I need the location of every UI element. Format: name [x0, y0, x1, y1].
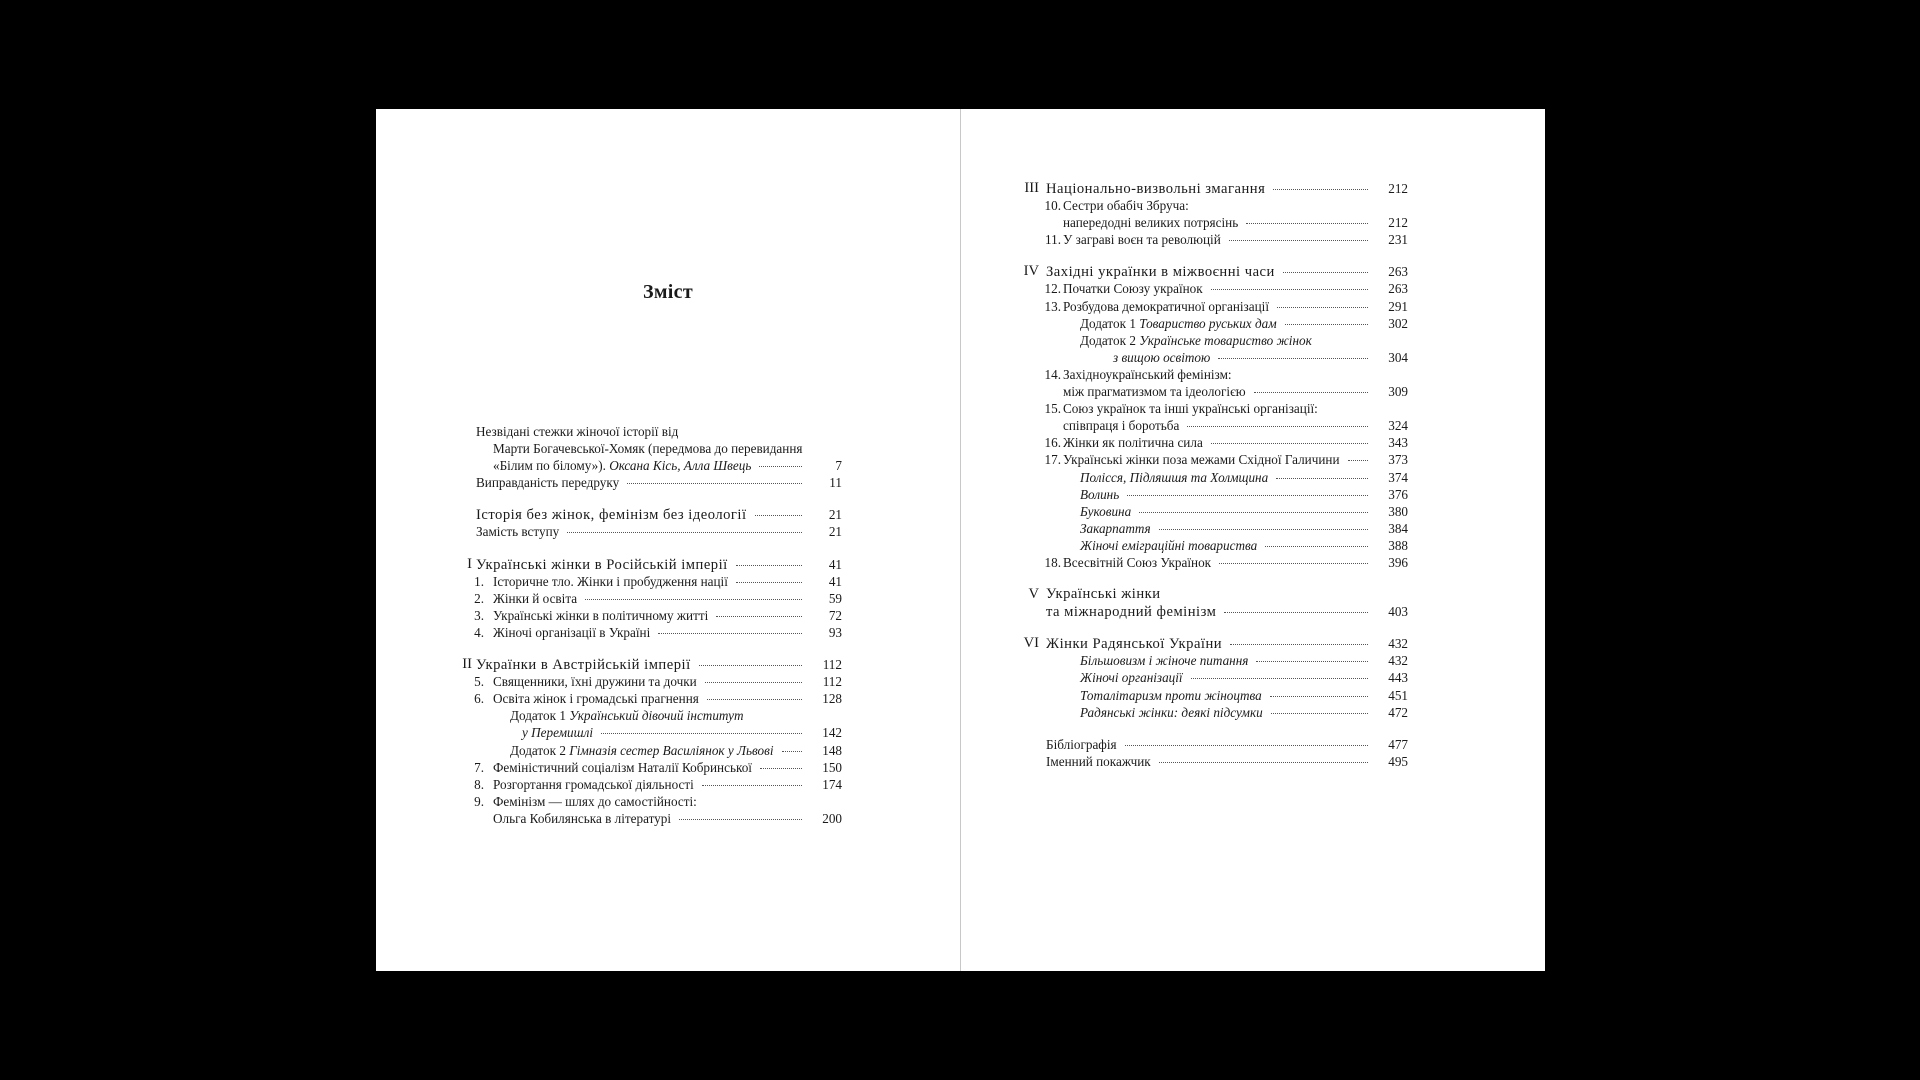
entry-title [1063, 366, 1232, 383]
dot-leader [1224, 612, 1368, 613]
toc-entry [1024, 652, 1408, 669]
page-number: 93 [828, 624, 842, 640]
entry-title-italic: Жіночі організації [1080, 670, 1183, 686]
dot-leader [1246, 223, 1368, 224]
dot-leader [1191, 678, 1368, 679]
dot-leader [601, 733, 802, 734]
toc-entry [1024, 451, 1408, 468]
entry-title [1063, 417, 1179, 434]
entry-title [1080, 486, 1119, 503]
page-number: 174 [822, 776, 842, 792]
entry-title [493, 607, 708, 624]
toc-entry [476, 573, 842, 590]
entry-title-text: Додаток 1 [1080, 315, 1140, 331]
page-number: 495 [1388, 753, 1408, 769]
entry-title [1063, 231, 1221, 248]
entry-title-text: Додаток 2 [1080, 332, 1140, 348]
section-gap [476, 491, 842, 506]
section-gap [1024, 248, 1408, 263]
entry-title-text: «Білим по білому»). [493, 458, 610, 474]
dot-leader [679, 819, 802, 820]
page-number: 41 [828, 573, 842, 589]
toc-entry [476, 742, 842, 759]
entry-number: I [467, 555, 472, 572]
page-number: 324 [1388, 418, 1408, 434]
entry-number: 15. [1044, 401, 1061, 417]
dot-leader [1256, 661, 1368, 662]
entry-title-text: Українські жінки в політичному житті [493, 607, 709, 623]
left-page [376, 109, 960, 971]
entry-title [1080, 704, 1263, 721]
entry-title [1046, 181, 1265, 198]
entry-number: 8. [474, 776, 484, 792]
toc-entry [1024, 469, 1408, 486]
entry-title-italic: Українське товариство жінок [1139, 332, 1312, 348]
page-number: 112 [822, 657, 842, 673]
entry-title [476, 657, 691, 674]
toc-entry [476, 707, 842, 724]
entry-title-text: та міжнародний фемінізм [1046, 604, 1217, 621]
entry-title-text: Замість вступу [476, 524, 560, 540]
entry-title [1080, 520, 1151, 537]
dot-leader [1229, 240, 1368, 241]
entry-title-text: Національно-визвольні змагання [1046, 181, 1266, 197]
entry-title-text: Жінки як політична сила [1063, 435, 1203, 451]
page-number: 380 [1388, 503, 1408, 519]
dot-leader [707, 699, 802, 700]
page-number: 376 [1388, 486, 1408, 502]
dot-leader [658, 633, 802, 634]
page-number: 374 [1388, 469, 1408, 485]
page-number: 384 [1388, 520, 1408, 536]
dot-leader [1271, 713, 1368, 714]
toc-entry [1024, 214, 1408, 231]
section-gap [1024, 721, 1408, 736]
entry-title [1046, 753, 1151, 770]
toc-list-right [1024, 180, 1408, 770]
entry-title [493, 457, 751, 474]
toc-entry [476, 457, 842, 474]
entry-title-text: Союз українок та інші українські організації: [1063, 401, 1318, 417]
entry-title-text: Західноукраїнський фемінізм: [1063, 366, 1232, 382]
dot-leader [1125, 745, 1368, 746]
entry-number: 12. [1044, 281, 1061, 297]
dot-leader [1127, 495, 1368, 496]
toc-entry [1024, 366, 1408, 383]
toc-entry [476, 607, 842, 624]
toc-entry [476, 590, 842, 607]
entry-title-italic: Український дівочий інститут [569, 708, 744, 724]
entry-number: 1. [474, 573, 484, 589]
entry-title-text: Всесвітній Союз Українок [1063, 554, 1212, 570]
dot-leader [782, 751, 802, 752]
entry-title [1063, 383, 1246, 400]
toc-entry [1024, 434, 1408, 451]
entry-title-italic: Буковина [1080, 503, 1132, 519]
entry-title [1046, 736, 1117, 753]
toc-entry [476, 624, 842, 641]
dot-leader [755, 515, 802, 516]
page-number: 432 [1388, 636, 1408, 652]
entry-title [1063, 554, 1211, 571]
entry-number: IV [1023, 263, 1039, 280]
page-number: 142 [822, 725, 842, 741]
toc-entry [1024, 315, 1408, 332]
entry-title-text: Священники, їхні дружини та дочки [493, 674, 697, 690]
entry-number: 18. [1044, 554, 1061, 570]
entry-number: 16. [1044, 435, 1061, 451]
toc-entry [1024, 520, 1408, 537]
dot-leader [1159, 529, 1368, 530]
page-number: 263 [1388, 264, 1408, 280]
page-number: 396 [1388, 554, 1408, 570]
entry-number: III [1024, 180, 1039, 196]
entry-title-text: У заграві воєн та революцій [1063, 232, 1221, 248]
entry-title [1080, 315, 1277, 332]
page-number: 373 [1388, 452, 1408, 468]
toc-entry [1024, 197, 1408, 214]
page-number: 432 [1388, 653, 1408, 669]
entry-title [493, 793, 697, 810]
toc-entry [1024, 687, 1408, 704]
toc-part-heading [1024, 586, 1408, 603]
page-number: 200 [822, 810, 842, 826]
dot-leader [1254, 392, 1368, 393]
entry-title-text: Українки в Австрійській імперії [476, 657, 691, 674]
entry-title-text: Західні українки в міжвоєнні часи [1046, 264, 1275, 281]
entry-title [493, 440, 802, 457]
entry-title [476, 523, 559, 540]
entry-title [1063, 434, 1203, 451]
dot-leader [1139, 512, 1368, 513]
page-number: 41 [828, 556, 842, 572]
entry-title [493, 776, 694, 793]
entry-title-text: Фемінізм — шлях до самостійності: [493, 793, 697, 809]
right-page [961, 109, 1545, 971]
entry-title [1080, 669, 1183, 686]
toc-entry [1024, 503, 1408, 520]
page-number: 148 [822, 742, 842, 758]
entry-title [476, 557, 728, 574]
toc-entry [1024, 332, 1408, 349]
entry-title-text: Марти Богачевської-Хомяк (передмова до перевидання [493, 441, 803, 457]
toc-part-heading [1024, 263, 1408, 280]
page-number: 21 [828, 507, 842, 523]
entry-title-text: Розбудова демократичної організації [1063, 298, 1269, 314]
toc-entry [476, 523, 842, 540]
page-number: 150 [822, 759, 842, 775]
entry-title-text: співпраця і боротьба [1063, 418, 1180, 434]
toc-entry [476, 474, 842, 491]
entry-title [1063, 280, 1203, 297]
entry-number: V [1028, 586, 1039, 603]
page-number: 212 [1388, 215, 1408, 231]
entry-title-text: Іменний покажчик [1046, 753, 1151, 769]
entry-title [1063, 400, 1318, 417]
dot-leader [1187, 426, 1368, 427]
dot-leader [1219, 563, 1368, 564]
dot-leader [1270, 696, 1368, 697]
toc-part-heading [462, 656, 842, 674]
entry-number: 9. [474, 793, 484, 809]
entry-title-text: Жіночі організації в Україні [493, 624, 651, 640]
toc-entry [476, 423, 842, 440]
entry-number: 3. [474, 607, 484, 623]
toc-entry [1024, 554, 1408, 571]
entry-number: 2. [474, 590, 484, 606]
entry-title-text: Початки Союзу українок [1063, 281, 1203, 297]
entry-title [1080, 687, 1262, 704]
entry-title [522, 724, 593, 741]
dot-leader [702, 785, 802, 786]
toc-entry [1024, 669, 1408, 686]
page-number: 212 [1388, 181, 1408, 196]
page-number: 451 [1388, 687, 1408, 703]
toc-list-left [462, 423, 842, 827]
entry-title [1063, 298, 1269, 315]
toc-entry [1024, 486, 1408, 503]
toc-entry [476, 673, 842, 690]
entry-number: 4. [474, 624, 484, 640]
page-number: 11 [829, 475, 842, 491]
entry-title [1080, 537, 1257, 554]
entry-title-text: Виправданість передруку [476, 475, 620, 491]
toc-entry [1024, 383, 1408, 400]
entry-title-text: Історія без жінок, фемінізм без ідеології [476, 507, 747, 524]
entry-title-italic: з вищою освітою [1113, 349, 1211, 365]
page-number: 343 [1388, 435, 1408, 451]
entry-title-text: Українські жінки в Російській імперії [476, 556, 728, 573]
dot-leader [1285, 324, 1368, 325]
page-number: 231 [1388, 232, 1408, 248]
entry-title [476, 474, 619, 491]
page-number: 403 [1388, 604, 1408, 620]
entry-number: 13. [1044, 298, 1061, 314]
page-number: 291 [1388, 298, 1408, 314]
entry-title [1046, 586, 1161, 603]
toc-entry [1024, 736, 1408, 753]
entry-title [1080, 503, 1131, 520]
page-number: 21 [828, 524, 842, 540]
entry-title [1080, 469, 1268, 486]
toc-entry [476, 776, 842, 793]
entry-title [1046, 604, 1216, 621]
entry-title-italic: Полісся, Підляшшя та Холмщина [1080, 469, 1269, 485]
dot-leader [1211, 289, 1368, 290]
page-number: 443 [1388, 670, 1408, 686]
page-number: 59 [828, 590, 842, 606]
dot-leader [1218, 358, 1368, 359]
entry-title [1063, 214, 1238, 231]
entry-title [1063, 197, 1189, 214]
entry-title-text: Жінки й освіта [493, 590, 578, 606]
section-gap [1024, 571, 1408, 586]
toc-part-heading [467, 555, 842, 573]
dot-leader [1348, 460, 1368, 461]
entry-title-text: Додаток 2 [510, 742, 570, 758]
dot-leader [705, 682, 802, 683]
toc-part-heading [1024, 180, 1408, 197]
toc-part-heading [1024, 635, 1408, 652]
entry-title-italic: у Перемишлі [522, 725, 594, 741]
entry-title-italic: Більшовизм і жіноче питання [1080, 653, 1249, 669]
entry-title-italic: Радянські жінки: деякі підсумки [1080, 704, 1263, 720]
dot-leader [759, 466, 802, 467]
entry-number: 11. [1045, 232, 1061, 248]
page-number: 304 [1388, 349, 1408, 365]
dot-leader [585, 599, 802, 600]
page-number: 7 [835, 458, 842, 474]
dot-leader [1273, 189, 1368, 190]
toc-entry [476, 690, 842, 707]
entry-title [510, 742, 774, 759]
entry-title-text: напередодні великих потрясінь [1063, 215, 1239, 231]
toc-entry [476, 810, 842, 827]
dot-leader [1265, 546, 1368, 547]
entry-title [1046, 636, 1222, 653]
entry-number: 6. [474, 691, 484, 707]
dot-leader [1230, 644, 1368, 645]
book-spread [376, 109, 1545, 971]
entry-title [493, 810, 671, 827]
section-gap [476, 641, 842, 656]
entry-title-text: Розгортання громадської діяльності [493, 776, 694, 792]
toc-part-heading [1024, 603, 1408, 620]
entry-title [510, 707, 744, 724]
dot-leader [1211, 443, 1368, 444]
entry-title-italic: Товариство руських дам [1139, 315, 1277, 331]
toc-entry [476, 724, 842, 741]
toc-entry [1024, 349, 1408, 366]
page-number: 309 [1388, 384, 1408, 400]
entry-title-text: Українські жінки поза межами Східної Галичини [1063, 452, 1340, 468]
entry-number: VI [1023, 635, 1039, 652]
dot-leader [699, 665, 802, 666]
entry-title-text: Історичне тло. Жінки і пробудження нації [493, 573, 728, 589]
page-number: 72 [828, 607, 842, 623]
dot-leader [567, 532, 802, 533]
dot-leader [627, 483, 802, 484]
entry-title-text: Жінки Радянської України [1046, 636, 1223, 653]
dot-leader [1283, 272, 1368, 273]
entry-number: 5. [474, 674, 484, 690]
entry-title-text: Феміністичний соціалізм Наталії Кобринської [493, 759, 752, 775]
toc-entry [1024, 280, 1408, 297]
entry-title-text: між прагматизмом та ідеологією [1063, 384, 1246, 400]
toc-title: Зміст [643, 281, 693, 303]
entry-title-text: Освіта жінок і громадські прагнення [493, 691, 699, 707]
toc-entry [1024, 537, 1408, 554]
entry-title-text: Сестри обабіч Збруча: [1063, 198, 1189, 214]
entry-title [1080, 332, 1312, 349]
section-gap [476, 541, 842, 556]
page-number: 302 [1388, 315, 1408, 331]
entry-title-text: Додаток 1 [510, 708, 570, 724]
entry-title-text: Ольга Кобилянська в літературі [493, 810, 672, 826]
entry-title [493, 624, 650, 641]
entry-title [493, 690, 699, 707]
toc-entry [1024, 417, 1408, 434]
entry-title-text: Українські жінки [1046, 586, 1161, 603]
entry-title [476, 423, 678, 440]
entry-title [493, 573, 728, 590]
entry-title-text: Бібліографія [1046, 736, 1117, 752]
page-number: 388 [1388, 537, 1408, 553]
toc-entry [1024, 753, 1408, 770]
entry-title-italic: Волинь [1080, 486, 1120, 502]
dot-leader [1277, 307, 1368, 308]
toc-entry [1024, 231, 1408, 248]
toc-entry [476, 440, 842, 457]
entry-title-italic: Жіночі еміграційні товариства [1080, 537, 1258, 553]
dot-leader [760, 768, 802, 769]
dot-leader [1276, 478, 1368, 479]
entry-title [476, 507, 747, 524]
entry-title [493, 590, 577, 607]
toc-entry [476, 793, 842, 810]
entry-title-italic: Тоталітаризм проти жіноцтва [1080, 687, 1262, 703]
dot-leader [1159, 762, 1368, 763]
entry-title [1080, 652, 1248, 669]
page-number: 263 [1388, 281, 1408, 297]
entry-title [1113, 349, 1210, 366]
entry-title [1063, 451, 1340, 468]
entry-number: 17. [1044, 452, 1061, 468]
page-number: 477 [1388, 736, 1408, 752]
dot-leader [716, 616, 802, 617]
toc-entry [1024, 704, 1408, 721]
entry-number: 10. [1044, 198, 1061, 214]
entry-number: 7. [474, 759, 484, 775]
page-number: 128 [822, 691, 842, 707]
section-gap [1024, 620, 1408, 635]
entry-title-italic: Гімназія сестер Василіянок у Львові [569, 742, 774, 758]
entry-title-text: Незвідані стежки жіночої історії від [476, 424, 679, 439]
page-number: 112 [822, 674, 842, 690]
toc-part-heading [476, 506, 842, 523]
entry-title-italic: Оксана Кісь, Алла Швець [609, 458, 752, 474]
entry-title [493, 673, 697, 690]
toc-entry [476, 759, 842, 776]
dot-leader [736, 582, 802, 583]
entry-title-italic: Закарпаття [1080, 520, 1151, 536]
toc-entry [1024, 400, 1408, 417]
toc-entry [1024, 298, 1408, 315]
entry-title [1046, 264, 1275, 281]
page-number: 472 [1388, 704, 1408, 720]
entry-number: 14. [1044, 366, 1061, 382]
entry-number: II [462, 656, 472, 673]
dot-leader [736, 565, 802, 566]
entry-title [493, 759, 752, 776]
